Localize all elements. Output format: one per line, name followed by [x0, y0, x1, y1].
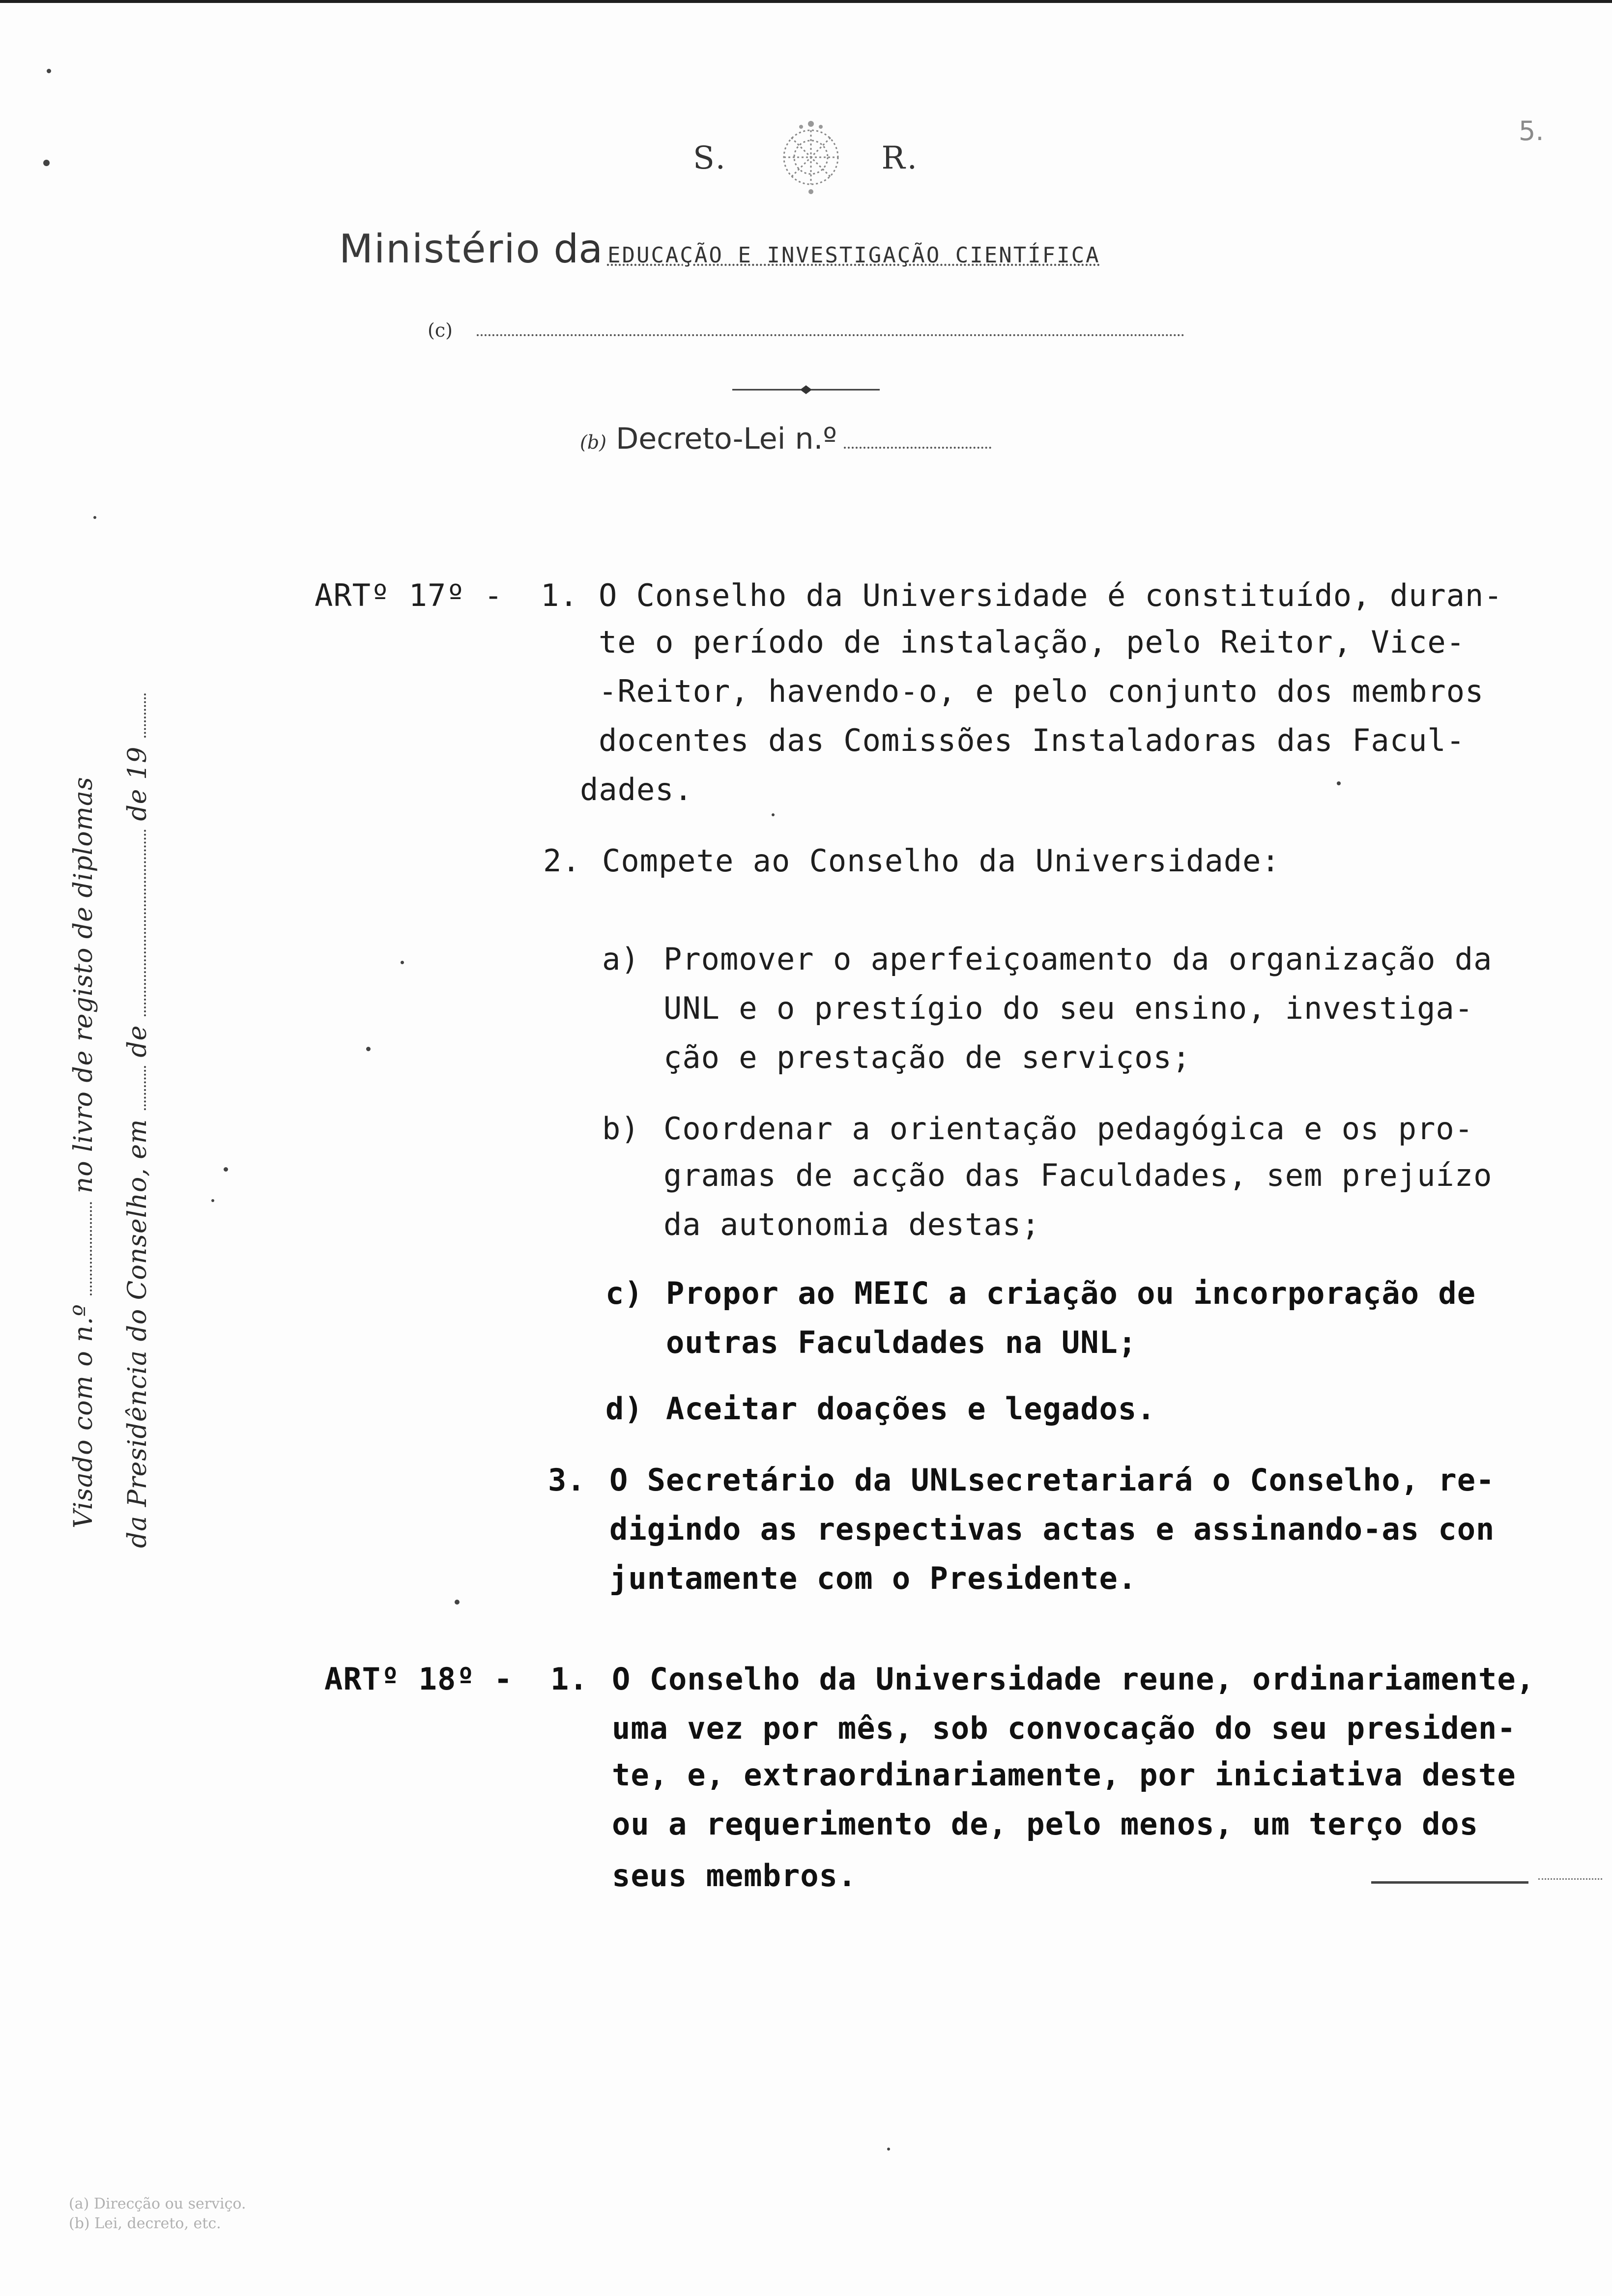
article-18-item-1-line: te, e, extraordinariamente, por iniciativa deste — [612, 1757, 1516, 1793]
decree-label-marker: (b) — [580, 431, 606, 453]
scan-speck — [224, 1167, 228, 1172]
article-18-item-1-line: ou a requerimento de, pelo menos, um terço dos — [612, 1806, 1479, 1842]
decree-field — [580, 422, 1071, 461]
scan-speck — [366, 1047, 371, 1051]
service-field-label: (c) — [428, 319, 453, 341]
article-17-item-2-line: Compete ao Conselho da Universidade: — [602, 843, 1280, 879]
article-17-item-1-line: te o período de instalação, pelo Reitor, Vice- — [599, 624, 1466, 660]
article-18-item-1-line: seus membros. — [612, 1858, 857, 1894]
article-17-item-3-line: O Secretário da UNLsecretariará o Conselho, re- — [609, 1462, 1495, 1498]
article-17-item-1-line: O Conselho da Universidade é constituído, duran- — [599, 577, 1503, 613]
footnote-line: (a) Direcção ou serviço. — [69, 2195, 246, 2212]
scan-speck — [211, 1199, 214, 1202]
scan-speck — [1337, 781, 1341, 785]
article-17-subitem-a-line: Promover o aperfeiçoamento da organização da — [663, 941, 1493, 977]
article-17-subitem-a-line: UNL e o prestígio do seu ensino, investiga- — [663, 990, 1474, 1026]
article-17-item-3-line: digindo as respectivas actas e assinando-as con — [609, 1511, 1495, 1547]
margin-registration-book: no livro de registo de diplomas — [69, 776, 98, 1194]
ministry-word: Ministério — [339, 226, 541, 272]
article-17-item-1-line: -Reitor, havendo-o, e pelo conjunto dos membros — [599, 673, 1484, 709]
article-17-subitem-b-line: Coordenar a orientação pedagógica e os pro- — [663, 1111, 1474, 1147]
article-17-label: ARTº 17º - — [315, 577, 503, 613]
article-18-item-1-number: 1. — [550, 1661, 588, 1697]
article-18-item-1-line: O Conselho da Universidade reune, ordinariamente, — [612, 1661, 1535, 1697]
article-17-item-1-line: docentes das Comissões Instaladoras das Facul- — [599, 722, 1466, 758]
service-field-dotted-line — [477, 334, 1184, 336]
scan-speck — [43, 160, 50, 166]
footnote — [69, 2194, 462, 2253]
scan-speck — [772, 813, 775, 816]
coat-of-arms-header — [683, 113, 939, 201]
decree-label: Decreto-Lei n.º — [616, 422, 837, 456]
article-17-subitem-a-letter: a) — [602, 941, 640, 977]
scan-speck — [93, 516, 96, 519]
closing-dash-line — [1371, 1876, 1528, 1884]
emblem-right-letter: R. — [881, 140, 919, 176]
article-17-item-1-line: dades. — [580, 772, 693, 807]
article-17-subitem-c-line: outras Faculdades na UNL; — [666, 1324, 1137, 1360]
page-number: 5. — [1519, 115, 1544, 146]
article-17-subitem-a-line: ção e prestação de serviços; — [663, 1039, 1191, 1075]
scan-speck — [455, 1600, 460, 1605]
article-17-subitem-d-line: Aceitar doações e legados. — [666, 1391, 1156, 1427]
scan-speck — [887, 2148, 890, 2151]
margin-registration-line-1 — [69, 545, 113, 1528]
article-17-subitem-b-letter: b) — [602, 1111, 640, 1147]
ornament-divider-icon — [732, 382, 880, 397]
article-17-subitem-c-line: Propor ao MEIC a criação ou incorporação de — [666, 1275, 1476, 1311]
article-17-subitem-c-letter: c) — [605, 1275, 643, 1311]
article-17-item-2-number: 2. — [543, 843, 581, 879]
scan-speck — [401, 961, 404, 964]
article-17-subitem-d-letter: d) — [605, 1391, 643, 1427]
margin-registration-de: de — [123, 1025, 152, 1058]
margin-registration-visado: Visado com o n.º — [69, 1304, 98, 1528]
article-17-subitem-b-line: da autonomia destas; — [663, 1206, 1040, 1242]
scan-speck — [47, 69, 51, 73]
top-border-line — [0, 0, 1612, 3]
coat-of-arms-icon — [762, 113, 860, 201]
ministry-heading — [339, 226, 1371, 272]
margin-registration-line-2 — [123, 565, 167, 1548]
article-17-item-1-number: 1. — [541, 577, 578, 613]
margin-registration-year: de 19 — [123, 746, 152, 821]
article-17-subitem-b-line: gramas de acção das Faculdades, sem prejuízo — [663, 1157, 1493, 1193]
ministry-name: EDUCAÇÃO E INVESTIGAÇÃO CIENTÍFICA — [607, 243, 1100, 268]
margin-registration-presidency: da Presidência do Conselho, em — [123, 1119, 152, 1548]
closing-dotted-line — [1538, 1878, 1602, 1880]
article-18-label: ARTº 18º - — [324, 1661, 513, 1697]
decree-number-dotted-line — [844, 447, 991, 449]
article-17-item-3-number: 3. — [548, 1462, 586, 1498]
article-18-item-1-line: uma vez por mês, sob convocação do seu presiden- — [612, 1710, 1516, 1746]
footnote-line: (b) Lei, decreto, etc. — [69, 2215, 221, 2232]
article-17-item-3-line: juntamente com o Presidente. — [609, 1560, 1137, 1596]
service-field — [428, 319, 1214, 344]
ministry-connector: da — [553, 226, 603, 272]
emblem-left-letter: S. — [693, 140, 727, 176]
